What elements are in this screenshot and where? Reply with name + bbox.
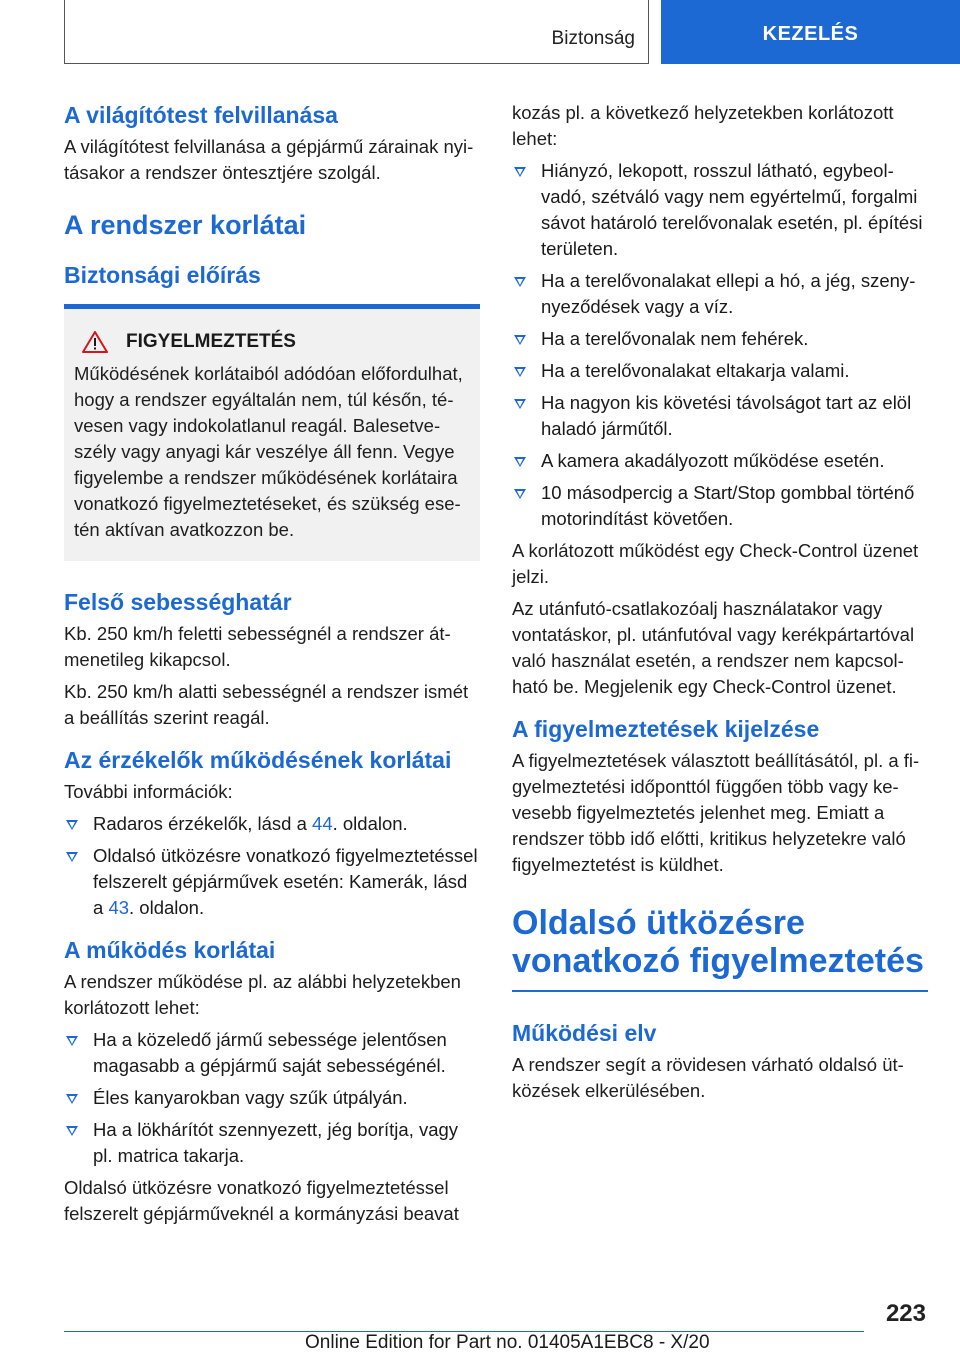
paragraph-sensors: További információk: bbox=[64, 781, 233, 802]
chapter-tab[interactable]: KEZELÉS bbox=[661, 0, 960, 64]
list-item: Ha a terelővonalakat ellepi a hó, a jég, szenynyeződések vagy a víz. bbox=[512, 268, 928, 320]
right-column bbox=[512, 100, 928, 1104]
heading-warning-display: A figyelmeztetések kijelzése bbox=[512, 716, 820, 742]
paragraph-continued: kozás pl. a következő helyzetekben korlátozott lehet: bbox=[512, 102, 894, 149]
list-item: Ha a terelővonalak nem fehérek. bbox=[512, 326, 928, 352]
heading-function-limits: A működés korlátai bbox=[64, 937, 276, 963]
list-item: A kamera akadályozott működése esetén. bbox=[512, 448, 928, 474]
triangle-bullet-icon bbox=[66, 1126, 78, 1136]
warning-title: FIGYELMEZTETÉS bbox=[126, 331, 296, 352]
heading-rule bbox=[512, 990, 928, 992]
heading-system-limits: A rendszer korlátai bbox=[64, 210, 307, 240]
heading-sensor-limits: Az érzékelők működésének korlátai bbox=[64, 747, 452, 773]
list-item: 10 másodpercig a Start/Stop gombbal történő motorindítást követően. bbox=[512, 480, 928, 532]
heading-side-collision: Oldalsó ütközésre vonatkozó figyelmeztetés bbox=[512, 904, 924, 980]
triangle-bullet-icon bbox=[514, 457, 526, 467]
warning-triangle-icon bbox=[82, 331, 108, 353]
left-column bbox=[64, 100, 480, 1227]
triangle-bullet-icon bbox=[66, 1094, 78, 1104]
list-item: Éles kanyarokban vagy szűk útpályán. bbox=[64, 1085, 480, 1111]
paragraph-trailer: Az utánfutó-csatlakozóalj használatakor vagy vontatáskor, pl. utánfutóval vagy kerékpártartóval való használat esetén, a rendszer nem kapcsolható be. Megjelenik egy Check-Control üzenet. bbox=[512, 598, 915, 697]
list-item: Ha a terelővonalakat eltakarja valami. bbox=[512, 358, 928, 384]
triangle-bullet-icon bbox=[514, 489, 526, 499]
page-number: 223 bbox=[885, 1300, 926, 1327]
warning-header bbox=[74, 331, 468, 353]
paragraph-principle: A rendszer segít a rövidesen várható oldalsó ütközések elkerülésében. bbox=[512, 1053, 904, 1101]
paragraph-warning-display: A figyelmeztetések választott beállításától, pl. a figyelmeztetési időponttól függően több vagy kevesebb figyelmeztetés jelenhet meg. Emiatt a rendszer több idő előtti, kritikus helyzetekre való figyelmeztetést is küldhet. bbox=[512, 750, 920, 875]
list-item: Oldalsó ütközésre vonatkozó figyelmeztetéssel felszerelt gépjárművek esetén: Kamerák, lásd a 43. oldalon. bbox=[64, 843, 480, 921]
page-link-44[interactable]: 44 bbox=[312, 813, 333, 834]
list-item: Ha nagyon kis követési távolságot tart az elöl haladó járműtől. bbox=[512, 390, 928, 442]
list-item: Ha a lökhárítót szennyezett, jég borítja, vagy pl. matrica takarja. bbox=[64, 1117, 480, 1169]
list-item: Ha a közeledő jármű sebessége jelentősen magasabb a gépjármű saját sebességénél. bbox=[64, 1027, 480, 1079]
paragraph-speed-2: Kb. 250 km/h alatti sebességnél a rendszer ismét a beállítás szerint reagál. bbox=[64, 681, 469, 728]
footer-edition: Online Edition for Part no. 01405A1EBC8 - X/20 bbox=[305, 1332, 710, 1353]
list-item: Radaros érzékelők, lásd a 44. oldalon. bbox=[64, 811, 480, 837]
paragraph-speed-1: Kb. 250 km/h feletti sebességnél a rendszer átmenetileg kikapcsol. bbox=[64, 623, 451, 670]
sensor-list bbox=[64, 811, 480, 921]
triangle-bullet-icon bbox=[514, 277, 526, 287]
heading-speed-limit: Felső sebességhatár bbox=[64, 589, 292, 615]
heading-safety: Biztonsági előírás bbox=[64, 262, 261, 288]
page-link-43[interactable]: 43 bbox=[108, 897, 130, 918]
heading-principle: Működési elv bbox=[512, 1019, 657, 1046]
list-item: Hiányzó, lekopott, rosszul látható, egybeolvadó, szétváló vagy nem egyértelmű, forgalmi sávot határoló terelővonalak esetén, pl. építési területen. bbox=[512, 158, 928, 262]
paragraph-steering: Oldalsó ütközésre vonatkozó figyelmeztetéssel felszerelt gépjárműveknél a kormányzási beavat bbox=[64, 1177, 459, 1224]
warning-box bbox=[64, 309, 480, 561]
triangle-bullet-icon bbox=[66, 1036, 78, 1046]
paragraph-check-control: A korlátozott működést egy Check-Control üzenet jelzi. bbox=[512, 540, 919, 587]
warning-text: Működésének korlátaiból adódóan előfordulhat, hogy a rendszer egyáltalán nem, túl későn, tévesen vagy indokolatlanul reagál. Balesetveszély vagy anyagi kár veszélye áll fenn. Vegye figyelembe a rendszer működésének korlátaira vonatkozó figyelmeztetéseket, és szükség esetén aktívan avatkozzon be. bbox=[74, 363, 463, 540]
triangle-bullet-icon bbox=[514, 367, 526, 377]
heading-flash: A világítótest felvillanása bbox=[64, 102, 338, 128]
triangle-bullet-icon bbox=[514, 335, 526, 345]
lane-list bbox=[512, 158, 928, 532]
paragraph-function: A rendszer működése pl. az alábbi helyzetekben korlátozott lehet: bbox=[64, 971, 461, 1018]
triangle-bullet-icon bbox=[514, 167, 526, 177]
header-section-title: Biztonság bbox=[551, 28, 635, 49]
triangle-bullet-icon bbox=[66, 852, 78, 862]
paragraph-flash: A világítótest felvillanása a gépjármű zárainak nyitásakor a rendszer öntesztjére szolgál. bbox=[64, 136, 474, 183]
triangle-bullet-icon bbox=[66, 820, 78, 830]
triangle-bullet-icon bbox=[514, 399, 526, 409]
function-list bbox=[64, 1027, 480, 1169]
